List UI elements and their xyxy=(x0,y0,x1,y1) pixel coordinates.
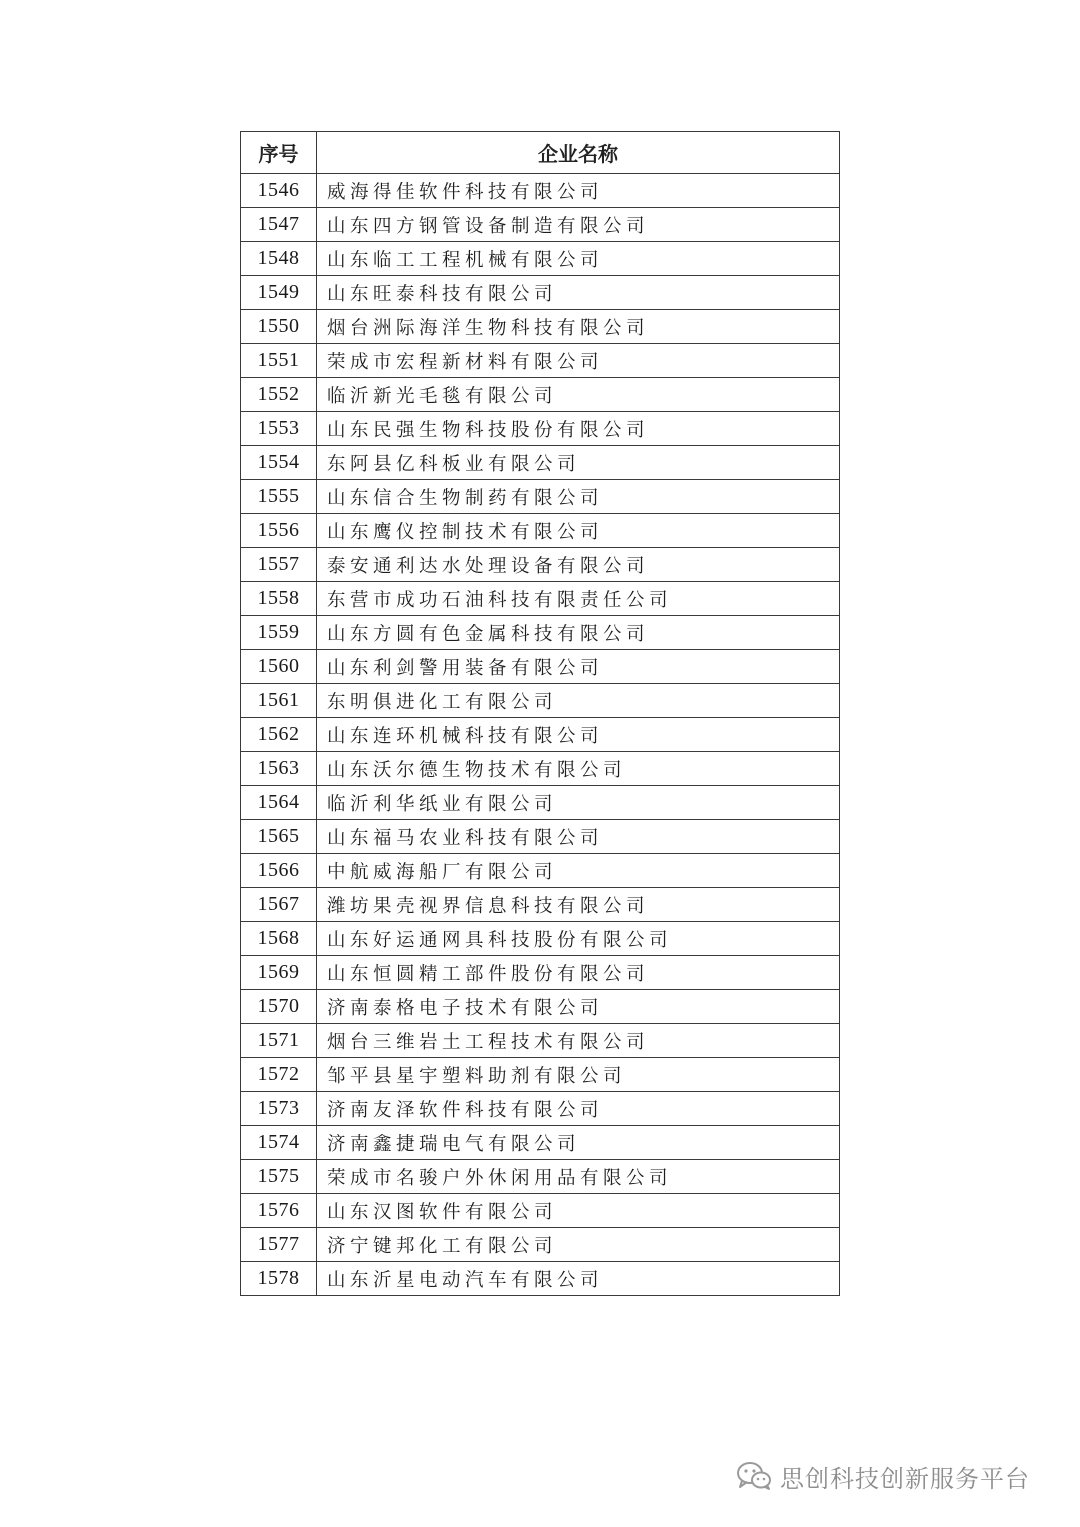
table-row xyxy=(241,1058,840,1092)
table-row xyxy=(241,1092,840,1126)
enterprise-name-cell: 济宁键邦化工有限公司 xyxy=(317,1228,840,1262)
enterprise-name-cell: 威海得佳软件科技有限公司 xyxy=(317,174,840,208)
row-number-cell: 1562 xyxy=(241,718,317,752)
enterprise-name-cell: 荣成市宏程新材料有限公司 xyxy=(317,344,840,378)
row-number-cell: 1569 xyxy=(241,956,317,990)
row-number-cell: 1563 xyxy=(241,752,317,786)
table-row xyxy=(241,922,840,956)
table-row xyxy=(241,1024,840,1058)
table-row xyxy=(241,650,840,684)
table-body xyxy=(241,174,840,1296)
row-number-cell: 1567 xyxy=(241,888,317,922)
row-number-cell: 1575 xyxy=(241,1160,317,1194)
watermark-text: 思创科技创新服务平台 xyxy=(780,1464,1030,1493)
enterprise-name-cell: 山东方圆有色金属科技有限公司 xyxy=(317,616,840,650)
row-number-cell: 1559 xyxy=(241,616,317,650)
enterprise-name-cell: 山东利剑警用装备有限公司 xyxy=(317,650,840,684)
enterprise-name-cell: 东阿县亿科板业有限公司 xyxy=(317,446,840,480)
row-number-cell: 1558 xyxy=(241,582,317,616)
row-number-cell: 1574 xyxy=(241,1126,317,1160)
table-row xyxy=(241,990,840,1024)
row-number-cell: 1551 xyxy=(241,344,317,378)
table-header xyxy=(241,132,840,174)
table-row xyxy=(241,514,840,548)
row-number-cell: 1564 xyxy=(241,786,317,820)
table-row xyxy=(241,276,840,310)
row-number-cell: 1576 xyxy=(241,1194,317,1228)
row-number-cell: 1554 xyxy=(241,446,317,480)
enterprise-name-cell: 山东沃尔德生物技术有限公司 xyxy=(317,752,840,786)
enterprise-list-table xyxy=(240,131,840,1296)
table-row xyxy=(241,684,840,718)
enterprise-name-cell: 山东临工工程机械有限公司 xyxy=(317,242,840,276)
row-number-cell: 1552 xyxy=(241,378,317,412)
table-row xyxy=(241,582,840,616)
table-row xyxy=(241,208,840,242)
table-row xyxy=(241,344,840,378)
watermark xyxy=(736,1458,1030,1494)
table-row xyxy=(241,446,840,480)
table-row xyxy=(241,888,840,922)
table-row xyxy=(241,412,840,446)
row-number-cell: 1549 xyxy=(241,276,317,310)
row-number-cell: 1568 xyxy=(241,922,317,956)
table-row xyxy=(241,548,840,582)
table-row xyxy=(241,956,840,990)
enterprise-name-cell: 山东沂星电动汽车有限公司 xyxy=(317,1262,840,1296)
enterprise-name-cell: 中航威海船厂有限公司 xyxy=(317,854,840,888)
enterprise-name-cell: 东营市成功石油科技有限责任公司 xyxy=(317,582,840,616)
table-row xyxy=(241,820,840,854)
table-row xyxy=(241,616,840,650)
enterprise-name-cell: 邹平县星宇塑料助剂有限公司 xyxy=(317,1058,840,1092)
row-number-cell: 1570 xyxy=(241,990,317,1024)
enterprise-name-cell: 济南友泽软件科技有限公司 xyxy=(317,1092,840,1126)
table-row xyxy=(241,1262,840,1296)
table-row xyxy=(241,786,840,820)
row-number-cell: 1572 xyxy=(241,1058,317,1092)
column-header-number: 序号 xyxy=(241,132,317,174)
table-row xyxy=(241,378,840,412)
row-number-cell: 1566 xyxy=(241,854,317,888)
enterprise-name-cell: 山东汉图软件有限公司 xyxy=(317,1194,840,1228)
enterprise-name-cell: 山东好运通网具科技股份有限公司 xyxy=(317,922,840,956)
table-row xyxy=(241,718,840,752)
enterprise-name-cell: 济南鑫捷瑞电气有限公司 xyxy=(317,1126,840,1160)
enterprise-name-cell: 东明俱进化工有限公司 xyxy=(317,684,840,718)
enterprise-name-cell: 山东信合生物制药有限公司 xyxy=(317,480,840,514)
enterprise-name-cell: 山东恒圆精工部件股份有限公司 xyxy=(317,956,840,990)
row-number-cell: 1556 xyxy=(241,514,317,548)
table-row xyxy=(241,480,840,514)
row-number-cell: 1560 xyxy=(241,650,317,684)
table-row xyxy=(241,310,840,344)
table-row xyxy=(241,854,840,888)
row-number-cell: 1548 xyxy=(241,242,317,276)
table-row xyxy=(241,752,840,786)
row-number-cell: 1546 xyxy=(241,174,317,208)
enterprise-list-table-container xyxy=(240,131,839,1296)
row-number-cell: 1577 xyxy=(241,1228,317,1262)
table-row xyxy=(241,1126,840,1160)
table-row xyxy=(241,174,840,208)
enterprise-name-cell: 烟台三维岩土工程技术有限公司 xyxy=(317,1024,840,1058)
enterprise-name-cell: 临沂新光毛毯有限公司 xyxy=(317,378,840,412)
row-number-cell: 1557 xyxy=(241,548,317,582)
enterprise-name-cell: 荣成市名骏户外休闲用品有限公司 xyxy=(317,1160,840,1194)
enterprise-name-cell: 山东民强生物科技股份有限公司 xyxy=(317,412,840,446)
row-number-cell: 1573 xyxy=(241,1092,317,1126)
enterprise-name-cell: 烟台洲际海洋生物科技有限公司 xyxy=(317,310,840,344)
enterprise-name-cell: 山东旺泰科技有限公司 xyxy=(317,276,840,310)
enterprise-name-cell: 山东四方钢管设备制造有限公司 xyxy=(317,208,840,242)
row-number-cell: 1571 xyxy=(241,1024,317,1058)
wechat-icon xyxy=(736,1461,772,1491)
row-number-cell: 1561 xyxy=(241,684,317,718)
row-number-cell: 1555 xyxy=(241,480,317,514)
enterprise-name-cell: 山东连环机械科技有限公司 xyxy=(317,718,840,752)
row-number-cell: 1565 xyxy=(241,820,317,854)
enterprise-name-cell: 潍坊果壳视界信息科技有限公司 xyxy=(317,888,840,922)
row-number-cell: 1550 xyxy=(241,310,317,344)
row-number-cell: 1547 xyxy=(241,208,317,242)
table-row xyxy=(241,1160,840,1194)
enterprise-name-cell: 山东福马农业科技有限公司 xyxy=(317,820,840,854)
table-row xyxy=(241,242,840,276)
enterprise-name-cell: 泰安通利达水处理设备有限公司 xyxy=(317,548,840,582)
table-row xyxy=(241,1228,840,1262)
row-number-cell: 1553 xyxy=(241,412,317,446)
enterprise-name-cell: 临沂利华纸业有限公司 xyxy=(317,786,840,820)
table-header-row xyxy=(241,132,840,174)
enterprise-name-cell: 济南泰格电子技术有限公司 xyxy=(317,990,840,1024)
column-header-name: 企业名称 xyxy=(317,132,840,174)
table-row xyxy=(241,1194,840,1228)
row-number-cell: 1578 xyxy=(241,1262,317,1296)
enterprise-name-cell: 山东鹰仪控制技术有限公司 xyxy=(317,514,840,548)
